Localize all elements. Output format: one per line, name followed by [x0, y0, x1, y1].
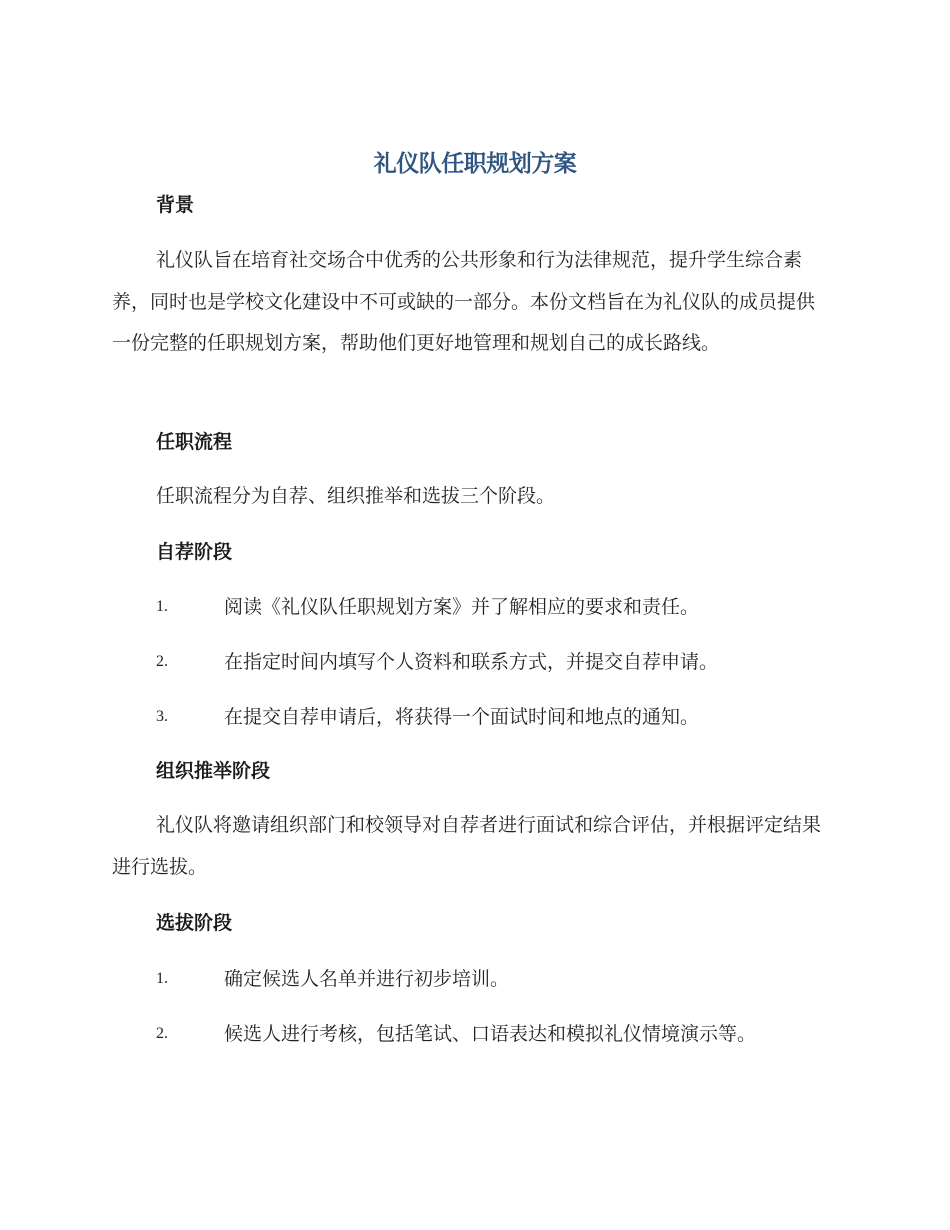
list-text: 在指定时间内填写个人资料和联系方式，并提交自荐申请。	[224, 651, 719, 673]
list-number: 1.	[156, 598, 168, 615]
section-heading-selection: 选拔阶段	[156, 912, 233, 934]
list-text: 在提交自荐申请后，将获得一个面试时间和地点的通知。	[224, 706, 700, 728]
document-title: 礼仪队任职规划方案	[373, 151, 577, 177]
list-number: 2.	[156, 1025, 168, 1042]
list-number: 3.	[156, 708, 168, 725]
section-paragraph-organization: 礼仪队将邀请组织部门和校领导对自荐者进行面试和综合评估，并根据评定结果进行选拔。	[112, 814, 822, 878]
section-heading-organization: 组织推举阶段	[156, 760, 271, 782]
section-heading-process: 任职流程	[156, 431, 233, 453]
section-paragraph-background: 礼仪队旨在培育社交场合中优秀的公共形象和行为法律规范，提升学生综合素养，同时也是学校文化建设中不可或缺的一部分。本份文档旨在为礼仪队的成员提供一份完整的任职规划方案，帮助他们更好地管理和规划自己的成长路线。	[112, 249, 816, 354]
section-heading-self-recommend: 自荐阶段	[156, 541, 233, 563]
list-text: 阅读《礼仪队任职规划方案》并了解相应的要求和责任。	[224, 596, 700, 618]
list-number: 2.	[156, 653, 168, 670]
section-paragraph-process: 任职流程分为自荐、组织推举和选拔三个阶段。	[156, 485, 556, 507]
section-heading-background: 背景	[156, 194, 195, 216]
list-text: 候选人进行考核，包括笔试、口语表达和模拟礼仪情境演示等。	[224, 1023, 757, 1045]
list-number: 1.	[156, 970, 168, 987]
list-text: 确定候选人名单并进行初步培训。	[224, 968, 510, 990]
